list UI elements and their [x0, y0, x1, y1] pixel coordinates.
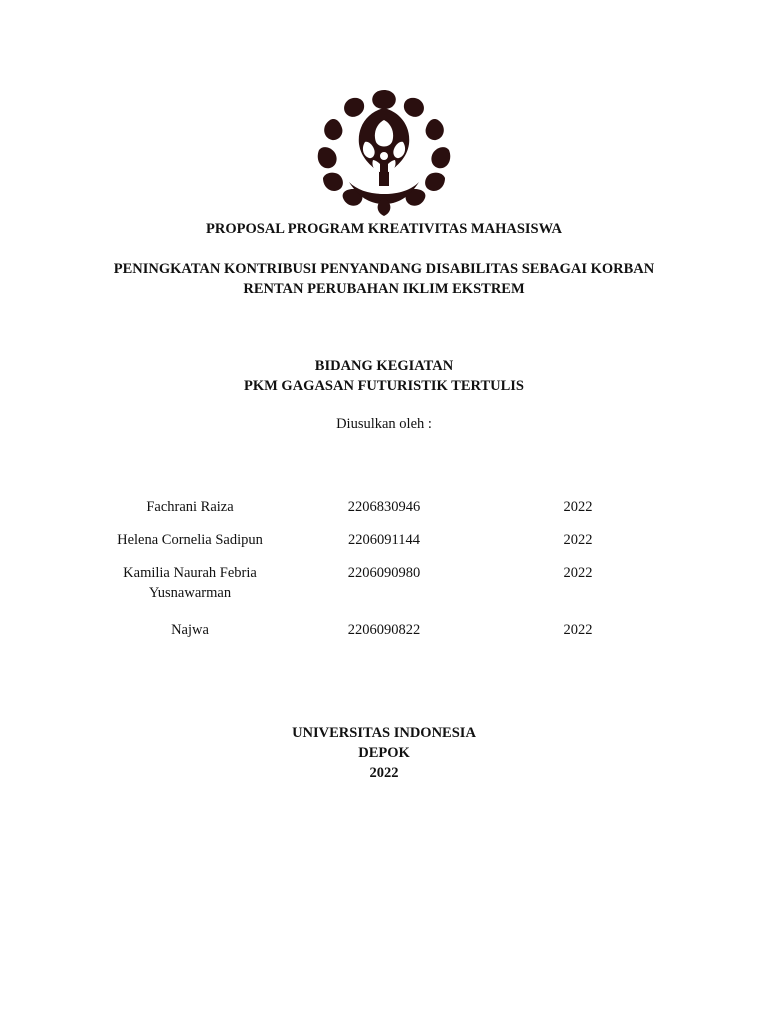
member-name: Fachrani Raiza: [146, 499, 234, 515]
university-emblem-icon: [313, 86, 455, 218]
member-nim: 2206090822: [347, 622, 421, 638]
member-name-line: Yusnawarman: [148, 585, 232, 601]
program-title: PROPOSAL PROGRAM KREATIVITAS MAHASISWA: [206, 221, 562, 237]
field-label: BIDANG KEGIATAN: [314, 358, 454, 374]
member-list: [0, 497, 768, 640]
member-year: 2022: [563, 565, 593, 581]
member-name: Najwa: [171, 622, 209, 638]
subtitle-line: PENINGKATAN KONTRIBUSI PENYANDANG DISABILITAS SEBAGAI KORBAN: [113, 261, 655, 277]
member-nim: 2206090980: [347, 565, 421, 581]
member-row: [0, 530, 768, 550]
proposal-subtitle: [0, 259, 768, 299]
document-year: 2022: [369, 765, 399, 781]
member-name: Helena Cornelia Sadipun: [117, 532, 263, 548]
subtitle-line: RENTAN PERUBAHAN IKLIM EKSTREM: [243, 281, 525, 297]
member-row: [0, 563, 768, 602]
member-row: [0, 620, 768, 640]
member-row: [0, 497, 768, 517]
member-year: 2022: [563, 499, 593, 515]
university-name: UNIVERSITAS INDONESIA: [292, 725, 476, 741]
member-nim: 2206830946: [347, 499, 421, 515]
institution-block: [0, 723, 768, 783]
activity-field: [0, 356, 768, 396]
member-year: 2022: [563, 622, 593, 638]
proposed-by-label: Diusulkan oleh :: [336, 416, 432, 432]
member-name: [104, 563, 276, 603]
member-year: 2022: [563, 532, 593, 548]
field-value: PKM GAGASAN FUTURISTIK TERTULIS: [243, 378, 524, 394]
member-name-line: Kamilia Naurah Febria: [123, 565, 257, 581]
member-nim: 2206091144: [348, 532, 420, 548]
city-name: DEPOK: [358, 745, 410, 761]
